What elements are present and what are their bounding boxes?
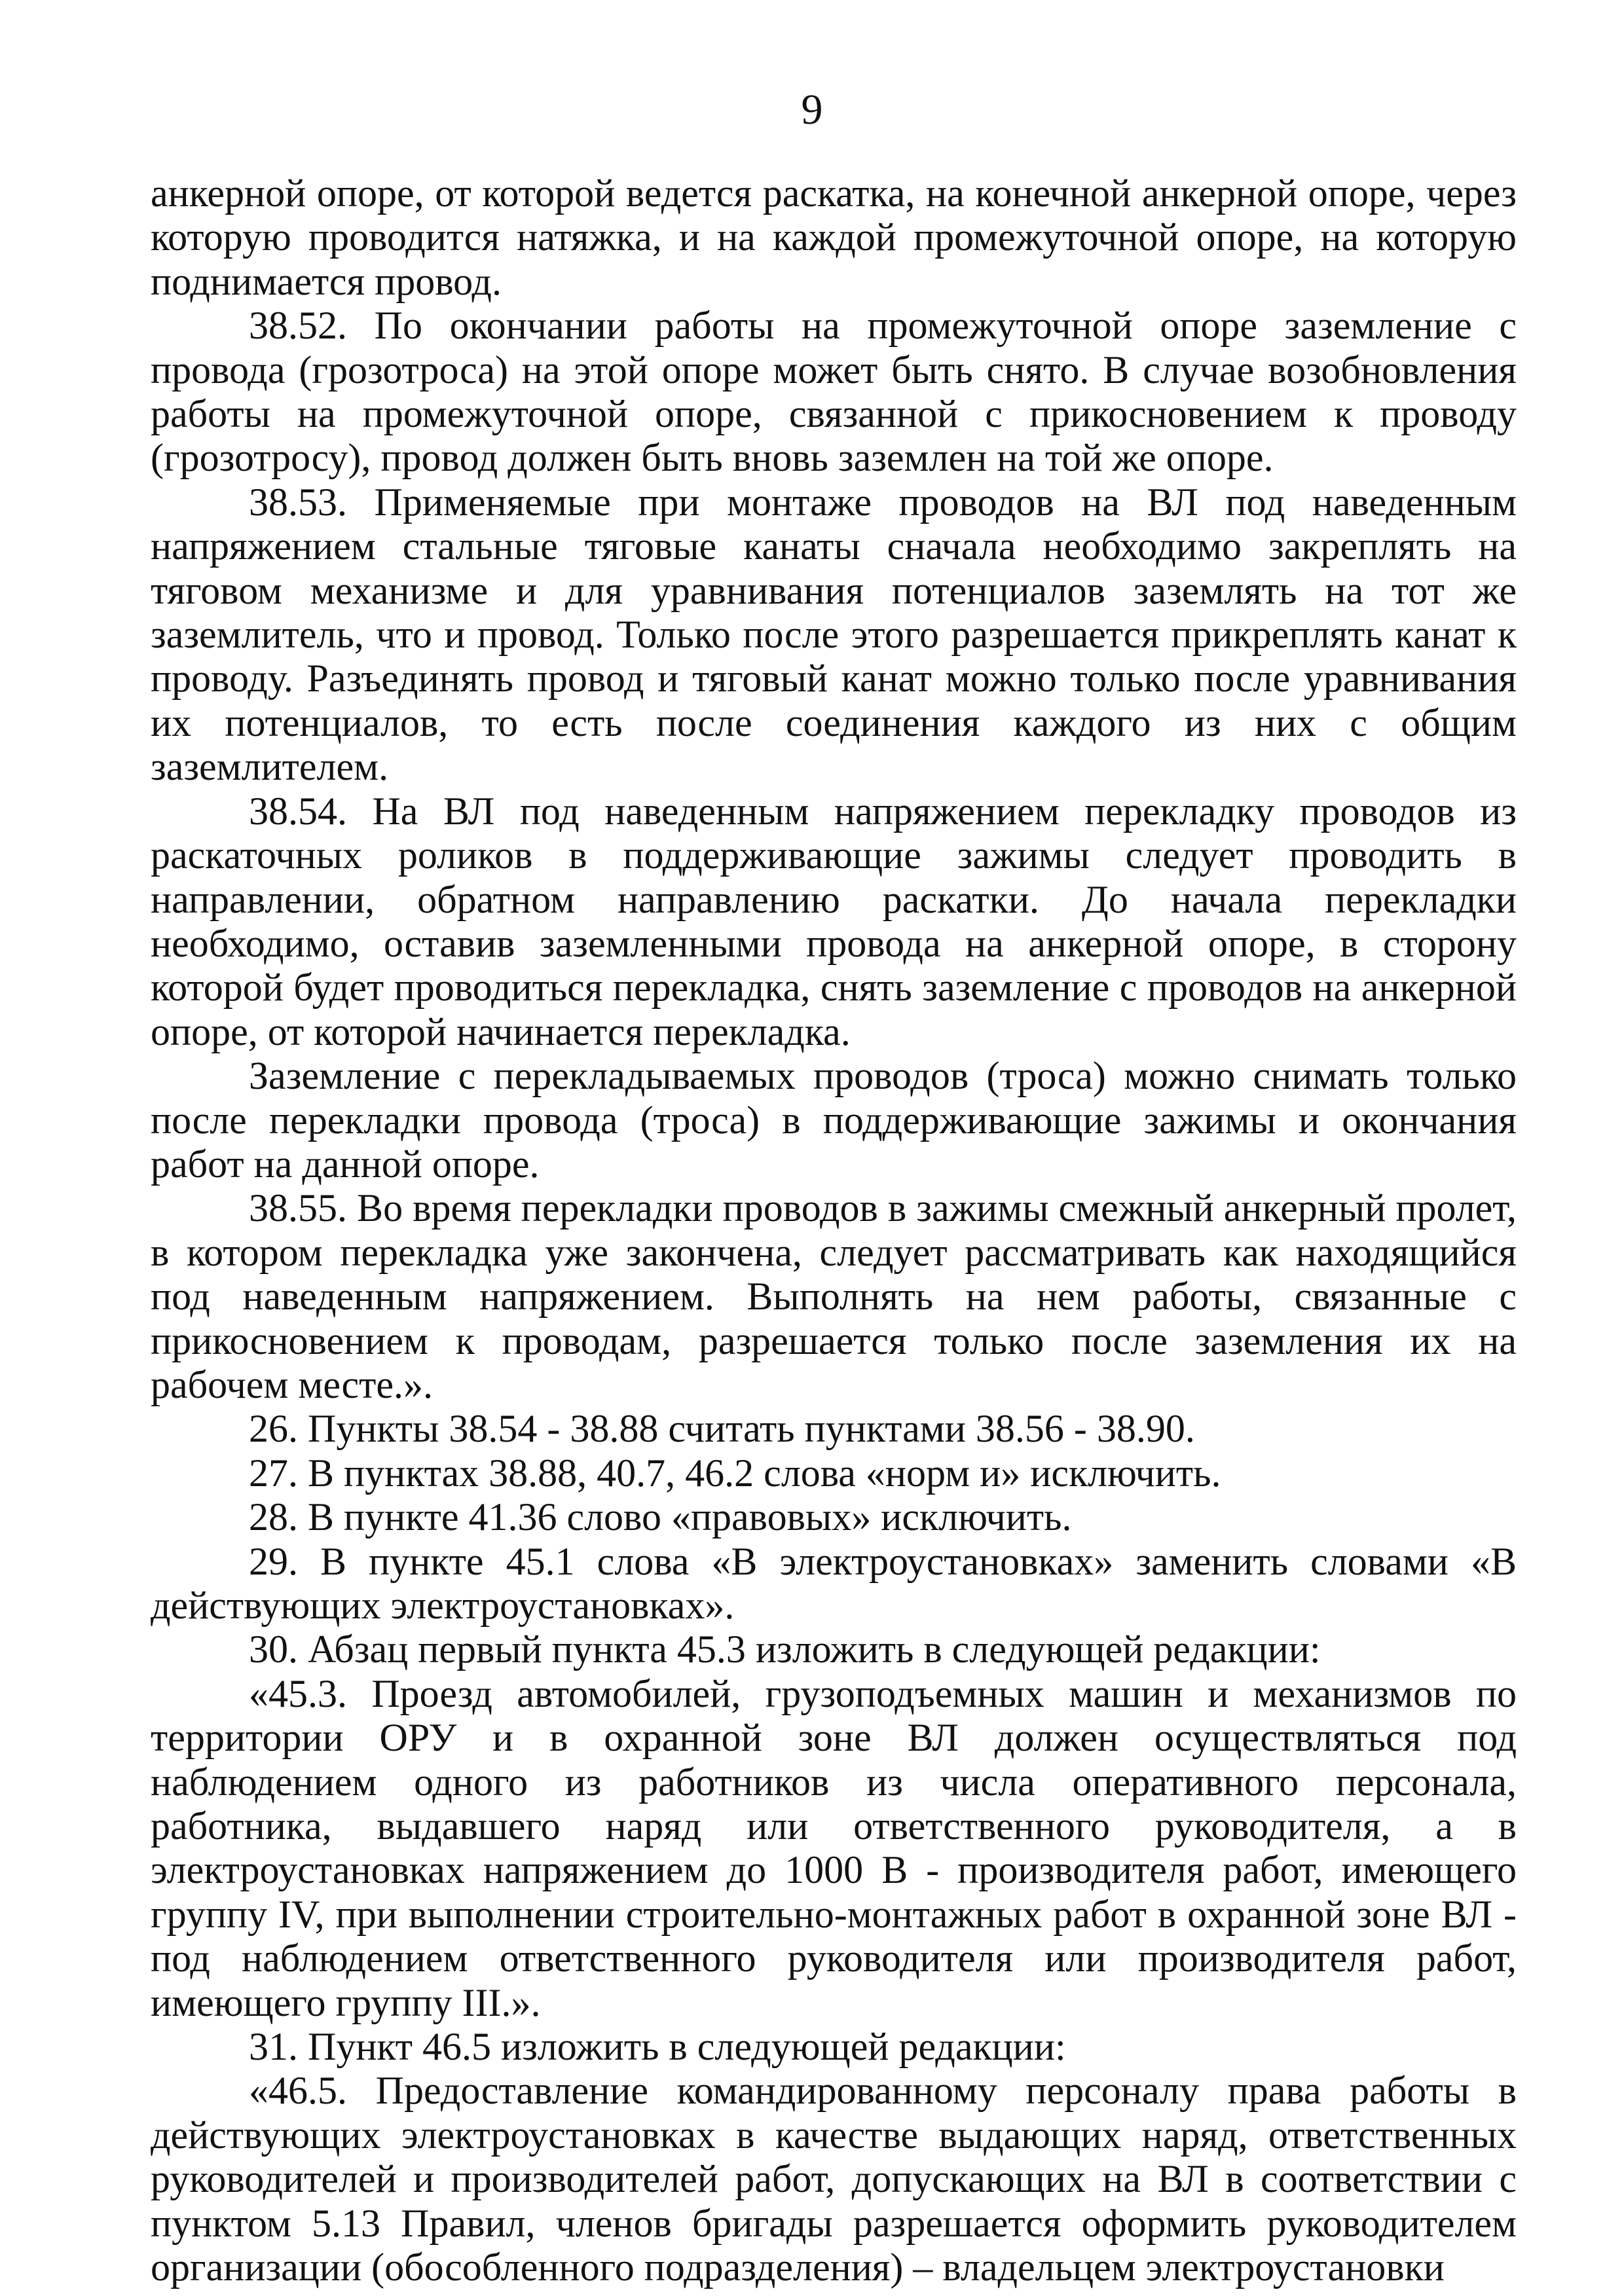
paragraph-45-3: «45.3. Проезд автомобилей, грузоподъемных машин и механизмов по территории ОРУ и в охранной зоне ВЛ должен осуществляться под наблюдением одного из работников из числа оперативного персонала, работника, выдавшего наряд или ответственного руководителя, а в электроустановках напряжением до 1000 В - производителя работ, имеющего группу IV, при выполнении строительно-монтажных работ в охранной зоне ВЛ - под наблюдением ответственного руководителя или производителя работ, имеющего группу III.». — [151, 1671, 1517, 2024]
paragraph-46-5: «46.5. Предоставление командированному персоналу права работы в действующих электроустановках в качестве выдающих наряд, ответственных руководителей и производителей работ, допускающих на ВЛ в соответствии с пунктом 5.13 Правил, членов бригады разрешается оформить руководителем организации (обособленного подразделения) – владельцем электроустановки — [151, 2069, 1517, 2289]
paragraph-38-55: 38.55. Во время перекладки проводов в зажимы смежный анкерный пролет, в котором перекладка уже закончена, следует рассматривать как находящийся под наведенным напряжением. Выполнять на нем работы, связанные с прикосновением к проводам, разрешается только после заземления их на рабочем месте.». — [151, 1186, 1517, 1406]
paragraph-38-52: 38.52. По окончании работы на промежуточной опоре заземление с провода (грозотроса) на этой опоре может быть снято. В случае возобновления работы на промежуточной опоре, связанной с прикосновением к проводу (грозотросу), провод должен быть вновь заземлен на той же опоре. — [151, 304, 1517, 480]
paragraph-38-53: 38.53. Применяемые при монтаже проводов на ВЛ под наведенным напряжением стальные тяговые канаты сначала необходимо закреплять на тяговом механизме и для уравнивания потенциалов заземлять на тот же заземлитель, что и провод. Только после этого разрешается прикреплять канат к проводу. Разъединять провод и тяговый канат можно только после уравнивания их потенциалов, то есть после соединения каждого из них с общим заземлителем. — [151, 480, 1517, 789]
paragraph-item-31: 31. Пункт 46.5 изложить в следующей редакции: — [249, 2025, 1066, 2069]
paragraph-item-28: 28. В пункте 41.36 слово «правовых» исключить. — [249, 1495, 1072, 1539]
paragraph-item-30: 30. Абзац первый пункта 45.3 изложить в следующей редакции: — [249, 1628, 1321, 1671]
paragraph-item-27: 27. В пунктах 38.88, 40.7, 46.2 слова «норм и» исключить. — [249, 1451, 1221, 1495]
page-number: 9 — [801, 86, 823, 134]
document-body — [151, 172, 1517, 2290]
paragraph-continuation: анкерной опоре, от которой ведется раскатка, на конечной анкерной опоре, через которую проводится натяжка, и на каждой промежуточной опоре, на которую поднимается провод. — [151, 172, 1517, 303]
paragraph-item-29: 29. В пункте 45.1 слова «В электроустановках» заменить словами «В действующих электроустановках». — [151, 1539, 1517, 1627]
paragraph-38-54: 38.54. На ВЛ под наведенным напряжением перекладку проводов из раскаточных роликов в поддерживающие зажимы следует проводить в направлении, обратном направлению раскатки. До начала перекладки необходимо, оставив заземленными провода на анкерной опоре, в сторону которой будет проводиться перекладка, снять заземление с проводов на анкерной опоре, от которой начинается перекладка. — [151, 789, 1517, 1053]
paragraph-38-54-grounding: Заземление с перекладываемых проводов (троса) можно снимать только после перекладки провода (троса) в поддерживающие зажимы и окончания работ на данной опоре. — [151, 1054, 1517, 1186]
paragraph-item-26: 26. Пункты 38.54 - 38.88 считать пунктами 38.56 - 38.90. — [249, 1407, 1195, 1451]
